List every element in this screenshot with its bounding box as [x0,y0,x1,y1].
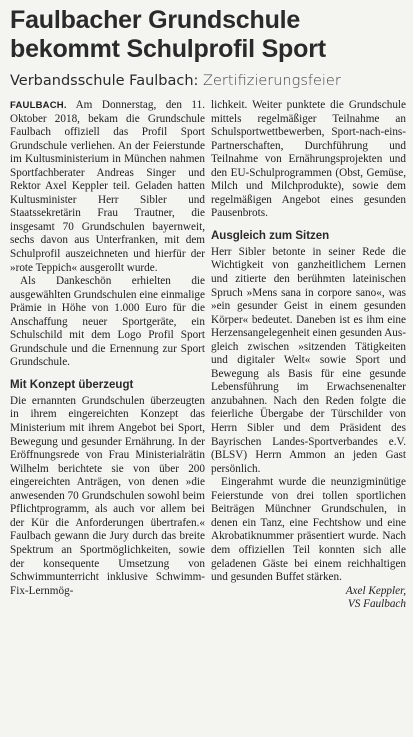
article-columns [10,99,406,612]
byline-organization: VS Faulbach [347,598,406,611]
paragraph: Als Dankeschön erhielten die ausgewählten Grundschulen eine einmalige Prämie in Höhe von 1.000 Euro für die Anschaffung neuer Sportgeräte, ein Schulschild mit dem Logo Profil Sport Grundschule und die Ernennung zur Sport Grundschule. [10,275,205,369]
byline [211,585,406,612]
dateline: FAULBACH. [10,100,67,111]
headline: Faulbacher Grundschule bekommt Schulprofil Sport [10,6,326,63]
section-heading: Mit Konzept überzeugt [10,378,134,391]
column-right [211,99,406,612]
byline-author: Axel Keppler, [345,584,406,597]
column-left [10,99,205,612]
paragraph-text: Am Donnerstag, den 11. Oktober 2018, bekam die Grundschule Faulbach offiziell das Profil Sport Grundschule verliehen. An der Feierstunde im Kultusministerium in München nahmen Sportfachberater Andreas Singer und Rektor Axel Keppler teil. Geladen hatten Kultusminister Herr Sibler und Staatssekretärin Frau Trautner, die insgesamt 70 Grundschulen bayernweit, sechs davon aus Unterfranken, mit dem Schulprofil auszeichneten und hierfür der »rote Teppich« ausgerollt wurde. [10,99,206,274]
paragraph: Eingerahmt wurde die neunzigminütige Feierstunde von drei tollen sportlichen Beiträgen Münchner Grundschulen, in denen ein Tanz, eine Fechtshow und eine Akrobatiknummer präsentiert wurde. Nach dem offiziellen Teil konnten sich alle geladenen Gäste bei einem reichhaltigen und gesunden Buffet stärken. [211,476,406,584]
paragraph: Die ernannten Grundschulen überzeugten in ihrem eingereichten Konzept das Ministerium mit ihrem Angebot bei Sport, Bewegung und gesunder Ernährung. In der Eröffnungsrede von Frau Ministerialrätin Wilhelm berichtete sie von über 200 eingereichten Anträgen, von denen »die anwesenden 70 Grundschulen sowohl beim Pflichtprogramm, als auch vor allem bei der Kür die Anforderungen übertrafen.« Faulbach gewann die Jury durch das breite Spektrum an Sportmöglichkeiten, sowie der konsequente Umsetzung von Schwimmunterricht inklusive Schwimm-Fix-Lernmög- [10,394,205,597]
paragraph [10,99,205,275]
paragraph: Herr Sibler betonte in seiner Rede die Wichtigkeit von ganzheitlichem Lernen und zitierte den berühmten lateinischen Spruch »Mens sana in corpore sano«, was »ein gesunder Geist in einem gesunden Körper« bedeutet. Daneben ist es ihm eine Herzensangelegenheit einen gesunden Ausgleich zwischen »sitzenden Tätigkeiten und digitaler Welt« sowie Sport und Bewegung als Basis für eine gesunde Lebensführung im Erwachsenenalter anzubahnen. Nach den Reden folgte die feierliche Übergabe der Türschilder von Herrn Sibler und dem Präsident des Bayrischen Landes-Sportverbandes e.V. (BLSV) Herrn Ammon an jeden Gast persönlich. [211,245,406,475]
paragraph: lichkeit. Weiter punktete die Grundschule mittels regelmäßiger Teilnahme an Schulsportwettbewerben, Sport-nach-eins-Partnerschaften, Durchführung und Teilnahme von Ernährungsprojekten und den EU-Schulprogrammen (Obst, Gemüse, Milch und Milchprodukte), sowie dem regelmäßigen Angebot eines gesunden Pausenbrots. [211,99,406,220]
subheadline-lead: Verbandsschule Faulbach: [10,73,199,89]
subheadline-rest: Zertifizierungsfeier [203,73,341,89]
section-heading: Ausgleich zum Sitzen [211,229,330,242]
subheadline [10,72,406,91]
